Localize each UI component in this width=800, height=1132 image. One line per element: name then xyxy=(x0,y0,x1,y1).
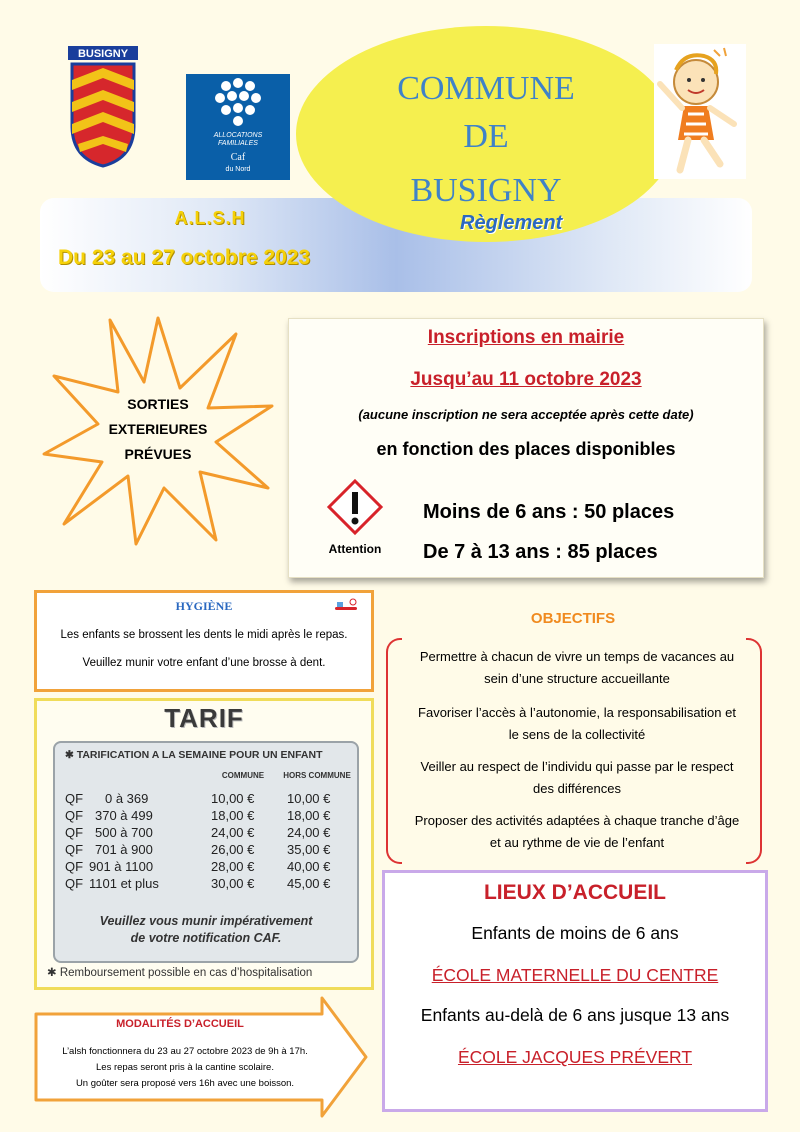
crest-label: BUSIGNY xyxy=(77,48,129,60)
table-row: QF 500 à 700 24,00 € 24,00 € xyxy=(65,825,331,840)
col-commune: COMMUNE xyxy=(221,771,265,780)
caf-line3: Caf xyxy=(230,152,246,163)
warning-label: Attention xyxy=(328,542,382,556)
lieux-title: LIEUX D’ACCUEIL xyxy=(483,881,666,904)
caf-line2: FAMILIALES xyxy=(218,140,258,147)
tarif-box xyxy=(34,698,374,990)
table-row: QF 701 à 900 26,00 € 35,00 € xyxy=(65,842,331,857)
hygiene-line-2: Veuillez munir votre enfant d’une brosse à dent. xyxy=(82,657,326,669)
lieux-line-1: Enfants de moins de 6 ans xyxy=(471,923,679,943)
subtitle: Règlement xyxy=(460,212,563,234)
inscriptions-note: (aucune inscription ne sera acceptée après cette date) xyxy=(358,407,694,422)
col-hors-commune: HORS COMMUNE xyxy=(283,771,351,780)
tarif-title: TARIF xyxy=(164,703,244,733)
table-row: QF 1101 et plus 30,00 € 45,00 € xyxy=(65,876,331,891)
program-name: A.L.S.H xyxy=(174,208,246,228)
caf-line1: ALLOCATIONS xyxy=(213,132,263,139)
hygiene-title: HYGIÈNE xyxy=(175,599,233,613)
table-row: QF 0 à 369 10,00 € 10,00 € xyxy=(65,791,331,806)
inscriptions-title: Inscriptions en mairie xyxy=(427,327,625,348)
warning-sign xyxy=(319,479,391,556)
places-under-6: Moins de 6 ans : 50 places xyxy=(423,501,675,523)
places-7-to-13: De 7 à 13 ans : 85 places xyxy=(423,541,658,563)
warning-icon xyxy=(352,492,358,514)
title-line-2: DE xyxy=(463,118,509,155)
modalites-line-2: Les repas seront pris à la cantine scolaire. xyxy=(96,1062,274,1073)
star-line-2: EXTERIEURES xyxy=(108,421,208,437)
hygiene-box xyxy=(34,590,374,692)
program-dates: Du 23 au 27 octobre 2023 xyxy=(58,246,311,269)
busigny-crest xyxy=(68,46,138,168)
table-row: QF 370 à 499 18,00 € 18,00 € xyxy=(65,808,331,823)
objectifs-title: OBJECTIFS xyxy=(530,610,616,627)
objectif-item: Favoriser l’accès à l’autonomie, la responsabilisation et le sens de la collectivité xyxy=(418,705,736,742)
objectif-item: Veiller au respect de l’individu qui passe par le respect des différences xyxy=(420,759,734,796)
inscriptions-availability: en fonction des places disponibles xyxy=(376,439,676,459)
title-line-3: BUSIGNY xyxy=(410,172,562,209)
modalites-title: MODALITÉS D’ACCUEIL xyxy=(116,1018,244,1030)
objectif-item: Permettre à chacun de vivre un temps de vacances au sein d’une structure accueillante xyxy=(419,649,735,686)
tarif-footnote: ✱ Remboursement possible en cas d’hospitalisation xyxy=(47,967,313,979)
title-ellipse xyxy=(296,26,676,242)
tarif-note xyxy=(59,913,353,947)
child-illustration xyxy=(654,44,746,179)
modalites-line-3: Un goûter sera proposé vers 16h avec une boisson. xyxy=(75,1078,295,1089)
caf-logo xyxy=(186,74,290,180)
title-line-1: COMMUNE xyxy=(397,70,575,107)
lieux-line-3: Enfants au-delà de 6 ans jusque 13 ans xyxy=(420,1005,730,1025)
inscriptions-deadline: Jusqu’au 11 octobre 2023 xyxy=(410,369,642,390)
star-text xyxy=(88,392,228,467)
lieux-line-2: ÉCOLE MATERNELLE DU CENTRE xyxy=(431,965,719,985)
caf-line4: du Nord xyxy=(225,166,251,173)
objectif-item: Proposer des activités adaptées à chaque tranche d’âge et au rythme de vie de l’enfant xyxy=(414,813,740,850)
lieux-line-4: ÉCOLE JACQUES PRÉVERT xyxy=(457,1047,693,1067)
tarif-note-2: de votre notification CAF. xyxy=(130,931,282,945)
tarif-table-title: ✱ TARIFICATION A LA SEMAINE POUR UN ENFANT xyxy=(65,749,323,761)
inscriptions-panel xyxy=(288,318,764,578)
modalites-line-1: L’alsh fonctionnera du 23 au 27 octobre 2023 de 9h à 17h. xyxy=(62,1046,308,1057)
modalites-text xyxy=(40,1044,330,1092)
toothbrush-icon xyxy=(333,597,361,617)
tarif-table xyxy=(53,741,359,963)
lieux-box xyxy=(382,870,768,1112)
table-row: QF 901 à 1100 28,00 € 40,00 € xyxy=(65,859,331,874)
tarif-note-1: Veuillez vous munir impérativement xyxy=(99,914,313,928)
star-line-1: SORTIES xyxy=(127,396,189,412)
star-line-3: PRÉVUES xyxy=(124,446,192,462)
hygiene-line-1: Les enfants se brossent les dents le midi après le repas. xyxy=(60,629,348,641)
